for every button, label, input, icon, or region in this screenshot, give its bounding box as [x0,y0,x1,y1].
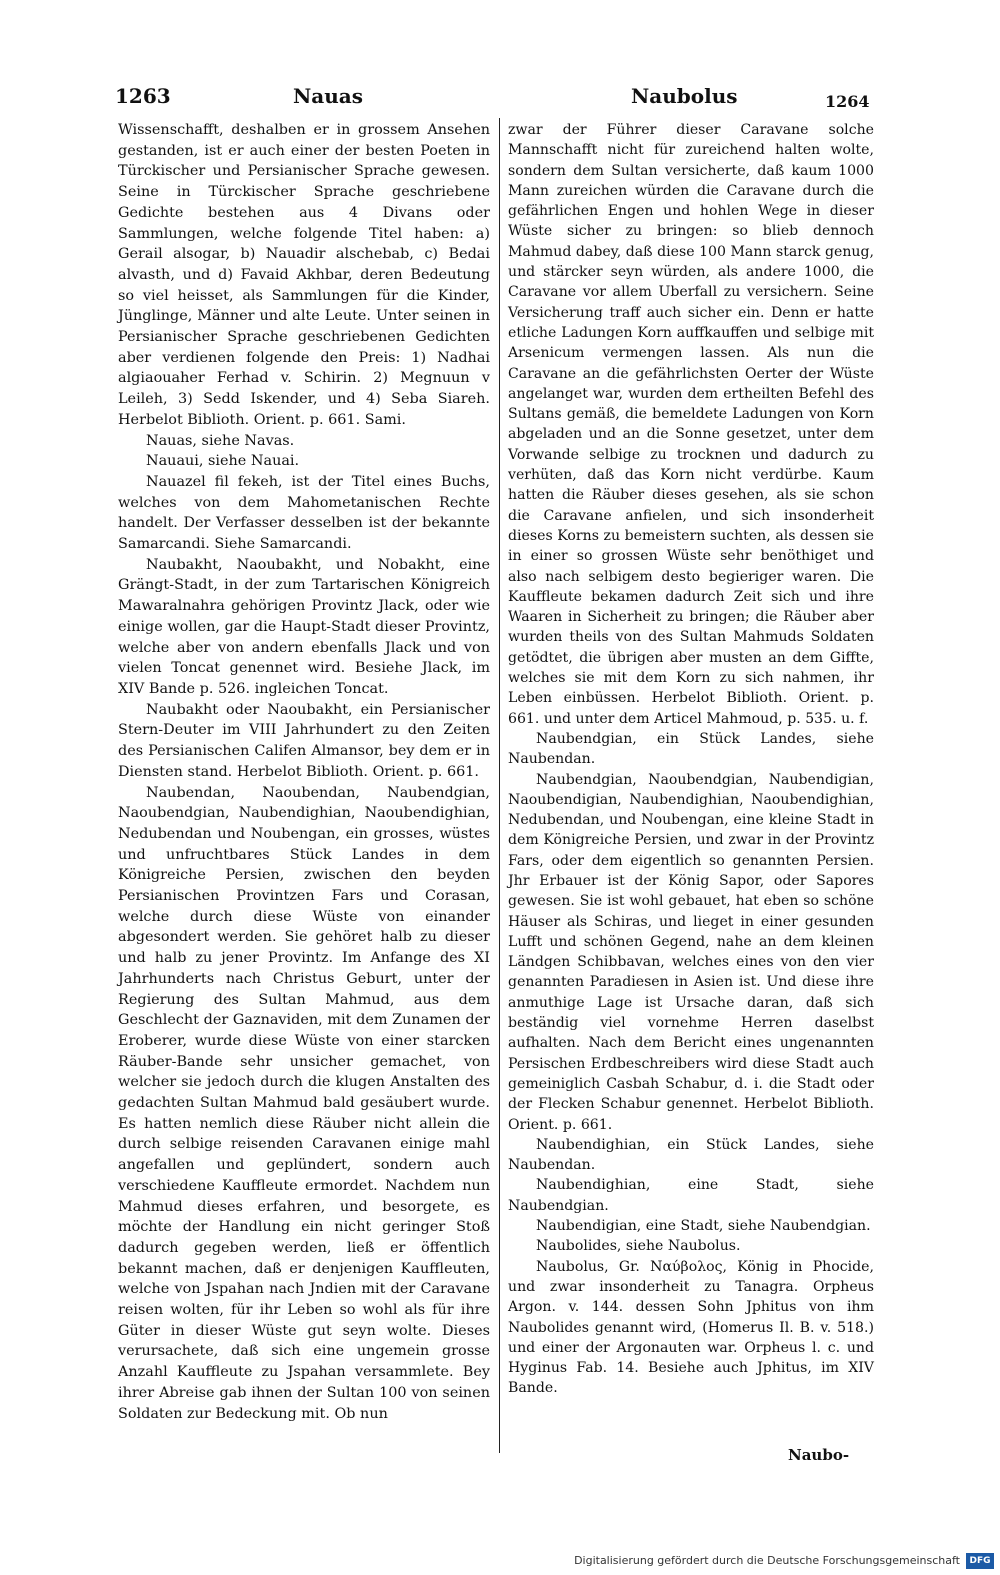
entry-paragraph: Naubendighian, eine Stadt, siehe Naubendgian. [508,1177,874,1214]
entry-paragraph: Naubendighian, ein Stück Landes, siehe Naubendan. [508,1136,874,1174]
entry-paragraph: Naubendgian, ein Stück Landes, siehe Naubendan. [508,730,874,768]
right-page-number: 1264 [825,92,870,111]
funding-credit: Digitalisierung gefördert durch die Deutsche Forschungsgemeinschaft [574,1554,960,1567]
right-running-head: Naubolus [631,84,738,108]
left-page-number: 1263 [115,84,171,108]
entry-paragraph: Naubakht, Naoubakht, und Nobakht, eine Grängt-Stadt, in der zum Tartarischen Königreich Mawaralnahra gehörigen Provintz Jlack, oder wie einige wollen, gar die Haupt-Stadt dieser Provintz, welche aber von andern ebenfalls Jlack und von vielen Toncat genennet wird. Besiehe Jlack, im XIV Bande p. 526. ingleichen Toncat. [118,556,490,697]
left-column [118,120,490,1424]
entry-paragraph: zwar der Führer dieser Caravane solche Mannschafft nicht für zureichend halten wolte, sondern dem Sultan versicherte, daß kaum 1000 Mann zureichen würden die Caravane durch die gefährlichen Engen und hohlen Wege in dieser Wüste sicher zu bringen: so blieb dennoch Mahmud dabey, daß diese 100 Mann starck genug, und stärcker seyn würden, als andere 1000, die Caravane vor allem Uberfall zu versichern. Seine Versicherung traff auch sicher ein. Denn er hatte etliche Ladungen Korn auffkauffen und selbige mit Arsenicum vermengen lassen. Als nun die Caravane an die gefährlichsten Oerter der Wüste angelanget war, wurden dem ertheilten Befehl des Sultans gemäß, die bemeldete Ladungen von Korn abgeladen und an die Sonne gesetzet, unter dem Vorwande selbige zu trocknen und dadurch zu verhüten, daß das Korn nicht verdürbe. Kaum hatten die Räuber dieses gesehen, als sie schon die Caravane anfielen, und sich insonderheit dieses Korns zu bemeistern suchten, als dessen sie in einer so grossen Wüste sehr benöthiget und also nach selbigem desto begieriger waren. Die Kauffleute bekamen dadurch Zeit sich und ihre Waaren in Sicherheit zu bringen; die Räuber aber wurden theils von des Sultan Mahmuds Soldaten getödtet, die übrigen aber musten an dem Giffte, welches sie mit dem Korn zu sich nahmen, ihr Leben einbüssen. Herbelot Biblioth. Orient. p. 661. und unter dem Articel Mahmoud, p. 535. u. f. [508,122,874,727]
entry-paragraph: Naubolus, Gr. Ναύβολος, König in Phocide, und zwar insonderheit zu Tanagra. Orpheus Argon. v. 144. dessen Sohn Jphitus von ihm Naubolides genannt wird, (Homerus Il. B. v. 518.) und einer der Argonauten war. Orpheus l. c. und Hyginus Fab. 14. Besiehe auch Jphitus, im XIV Bande. [508,1258,874,1397]
catchword: Naubo- [788,1446,850,1464]
entry-paragraph: Naubolides, siehe Naubolus. [536,1238,741,1255]
entry-paragraph: Naubendan, Naoubendan, Naubendgian, Naoubendgian, Naubendighian, Naoubendighian, Nedubendan und Noubengan, ein grosses, wüstes und unfruchtbares Stück Landes in dem Königreiche Persien, zwischen den beyden Persianischen Provintzen Fars und Corasan, welche durch diese Wüste von einander abgesondert werden. Sie gehöret halb zu dieser und halb zu jener Provintz. Im Anfange des XI Jahrhunderts nach Christus Geburt, unter der Regierung des Sultan Mahmud, aus dem Geschlecht der Gaznaviden, mit dem Zunamen der Eroberer, wurde diese Wüste von einer starcken Räuber-Bande sehr unsicher gemachet, von welcher sie jedoch durch die klugen Anstalten des gedachten Sultan Mahmud bald gesäubert wurde. Es hatten nemlich diese Räuber nicht allein die durch selbige reisenden Caravanen einige mahl angefallen und geplündert, sondern auch verschiedene Kauffleute ermordet. Nachdem nun Mahmud dieses erfahren, und besorgete, es möchte der Handlung ein nicht geringer Stoß dadurch gegeben werden, ließ er öffentlich bekannt machen, daß er denjenigen Kauffleuten, welche von Jspahan nach Jndien mit der Caravane reisen wolten, für ihr Leben so wohl als für ihre Güter in dieser Wüste gut seyn wolte. Dieses verursachete, daß sich eine ungemein grosse Anzahl Kauffleute zu Jspahan versammlete. Bey ihrer Abreise gab ihnen der Sultan 100 von seinen Soldaten zur Bedeckung mit. Ob nun [118,784,490,1422]
digitization-footer [0,1549,1000,1575]
page-header [115,84,875,114]
entry-paragraph: Wissenschafft, deshalben er in grossem Ansehen gestanden, ist er auch einer der besten Poeten in Türckischer und Persianischer Sprache gewesen. Seine in Türckischer Sprache geschriebene Gedichte bestehen aus 4 Divans oder Sammlungen, welche folgende Titel haben: a) Gerail alsogar, b) Nauadir alschebab, c) Bedai alvasth, und d) Favaid Akhbar, deren Bedeutung so viel heisset, als Sammlungen für die Kinder, Jünglinge, Männer und alte Leute. Unter seinen in Persianischer Sprache geschriebenen Gedichten aber verdienen folgende den Preis: 1) Nadhai algiaouaher Ferhad v. Schirin. 2) Megnuun v Leileh, 3) Sedd Iskender, und 4) Seba Siareh. Herbelot Biblioth. Orient. p. 661. Sami. [118,122,490,428]
entry-paragraph: Nauas, siehe Navas. [146,432,295,449]
entry-paragraph: Naubendgian, Naoubendgian, Naubendigian, Naoubendigian, Naubendighian, Naoubendighian, Nedubendan, und Noubengan, eine kleine Stadt in dem Königreiche Persien, und zwar in der Provintz Fars, oder dem eigentlich so genannten Persien. Jhr Erbauer ist der König Sapor, oder Sapores gewesen. Sie ist wohl gebauet, hat eben so schöne Häuser als Schiras, und lieget in einer gesunden Lufft und schönen Gegend, nahe an dem kleinen Ländgen Schibbavan, welches eines von den vier genannten Paradiesen in Asien ist. Und diese ihre anmuthige Lage ist Ursache daran, daß sich beständig viel vornehme Herren daselbst aufhalten. Nach dem Bericht eines ungenannten Persischen Erdbeschreibers wird diese Stadt auch gemeiniglich Casbah Schabur, d. i. die Stadt oder der Flecken Schabur genennet. Herbelot Biblioth. Orient. p. 661. [508,771,874,1133]
left-running-head: Nauas [293,84,363,108]
entry-paragraph: Nauazel fil fekeh, ist der Titel eines Buchs, welches von dem Mahometanischen Rechte handelt. Der Verfasser desselben ist der bekannte Samarcandi. Siehe Samarcandi. [118,473,490,553]
column-divider [499,118,500,1453]
entry-paragraph: Naubakht oder Naoubakht, ein Persianischer Stern-Deuter im VIII Jahrhundert zu den Zeiten des Persianischen Califen Almansor, bey dem er in Diensten stand. Herbelot Biblioth. Orient. p. 661. [118,701,490,780]
right-column [508,120,874,1399]
dfg-logo: DFG [966,1553,994,1569]
entry-paragraph: Nauaui, siehe Nauai. [146,453,300,470]
entry-paragraph: Naubendigian, eine Stadt, siehe Naubendgian. [536,1218,871,1235]
